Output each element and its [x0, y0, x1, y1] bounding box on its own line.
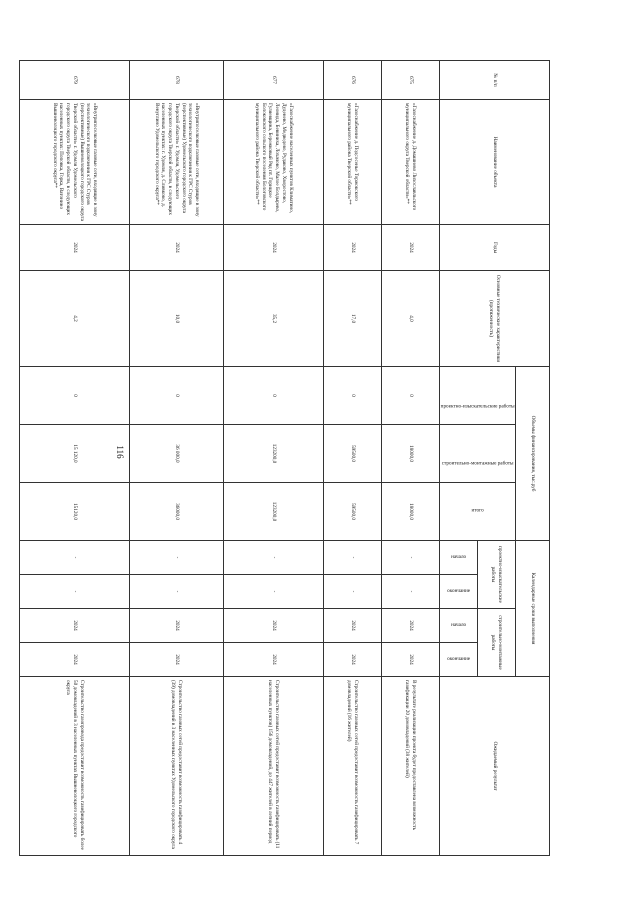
row-characteristics: 35,2: [224, 271, 324, 367]
row-design-start: -: [324, 541, 382, 575]
row-construction-cost: 15 120,0: [20, 425, 130, 483]
row-construction-end: 2024: [130, 643, 224, 677]
row-design-cost: 0: [20, 367, 130, 425]
row-total: 123200,0: [224, 483, 324, 541]
page-number: 116: [115, 445, 125, 459]
header-design-works: проектно-изыскательские работы: [440, 367, 516, 425]
header-num: № п/п: [440, 61, 550, 100]
table-row: [224, 61, 324, 856]
row-design-cost: 0: [324, 367, 382, 425]
row-name: «Газоснабжение д. Подсосенье Торжокского муниципального района Тверской области»**: [324, 100, 382, 225]
row-name: «Газоснабжение д. Домашнево Лихославльского муниципального округа Тверской области»**: [382, 100, 440, 225]
row-num: 676: [324, 61, 382, 100]
row-design-cost: 0: [130, 367, 224, 425]
row-total: 59500,0: [324, 483, 382, 541]
row-design-end: -: [20, 575, 130, 609]
table-row: [382, 61, 440, 856]
row-num: 675: [382, 61, 440, 100]
row-name: «Внутрипоселковые газовые сети, входящие в зону технологического подключения к ГРС Стуров (перспективные) Удомельского городского округа Тверской области» г. Удомля, Удомельского городского округа Тверской области, в следующих населенных пунктах: г. Удомля, д. Сливково, д. Венуглино Удомельского городского округа**: [130, 100, 224, 225]
row-num: 679: [20, 61, 130, 100]
header-schedule-group: Календарные сроки выполнения: [516, 541, 550, 677]
row-result: Строительство газопровода предоставит возможность газифицировать более 50 домовладений в 3 населенных пунктах Вышневолоцкого городского округа: [20, 677, 130, 856]
row-construction-end: 2024: [324, 643, 382, 677]
row-construction-cost: 59500,0: [324, 425, 382, 483]
row-construction-cost: 18000,0: [382, 425, 440, 483]
row-year: 2024: [20, 225, 130, 271]
row-construction-start: 2024: [324, 609, 382, 643]
row-construction-start: 2024: [20, 609, 130, 643]
row-name: «Газоснабжение населенных пунктов Климатино, Дуденево, Медведево, Рудаково, Хворостово, Леонида, Бевиниха, Лохачово, Малое Болдырево, Гуляевщина, Бережковый Ряд пт. Горицкое Болоковского сельского поселения Бологовского муниципального района Тверской области»**: [224, 100, 324, 225]
row-characteristics: 10,0: [130, 271, 224, 367]
row-construction-end: 2024: [20, 643, 130, 677]
row-result: Строительство газовых сетей предоставит возможность газифицировать (11 населенных пунктов) 156 домовладений, до 447 жителей в летний период: [224, 677, 324, 856]
row-construction-cost: 36 000,0: [130, 425, 224, 483]
row-construction-end: 2024: [382, 643, 440, 677]
header-design-end: окончание: [440, 575, 478, 609]
row-num: 677: [224, 61, 324, 100]
row-design-cost: 0: [382, 367, 440, 425]
table-row: [130, 61, 224, 856]
row-design-start: -: [382, 541, 440, 575]
row-total: 36000,0: [130, 483, 224, 541]
row-construction-end: 2024: [224, 643, 324, 677]
row-construction-cost: 123200,0: [224, 425, 324, 483]
row-characteristics: 17,0: [324, 271, 382, 367]
header-construction-works: строительно-монтажные работы: [440, 425, 516, 483]
row-construction-start: 2024: [224, 609, 324, 643]
rotated-page: [51, 60, 550, 855]
row-year: 2024: [224, 225, 324, 271]
row-num: 678: [130, 61, 224, 100]
row-total: 18000,0: [382, 483, 440, 541]
header-year: Годы: [440, 225, 550, 271]
row-year: 2024: [382, 225, 440, 271]
table-row: [20, 61, 130, 856]
header-construction-start: начало: [440, 609, 478, 643]
row-design-cost: 0: [224, 367, 324, 425]
row-design-start: -: [130, 541, 224, 575]
row-design-end: -: [382, 575, 440, 609]
table-row: [324, 61, 382, 856]
header-construction-end: окончание: [440, 643, 478, 677]
header-characteristics: Основные технические характеристики (протяженность): [440, 271, 550, 367]
row-total: 15120,0: [20, 483, 130, 541]
header-total: итого: [440, 483, 516, 541]
header-construction-schedule: строительно-монтажные работы: [478, 609, 516, 677]
row-design-end: -: [130, 575, 224, 609]
row-design-start: -: [20, 541, 130, 575]
row-design-end: -: [224, 575, 324, 609]
row-construction-start: 2024: [382, 609, 440, 643]
row-design-end: -: [324, 575, 382, 609]
objects-table: [19, 60, 550, 856]
row-result: В результате реализации проекта будет предоставлена возможность газификации 20 домовладений (38 жителей): [382, 677, 440, 856]
row-result: Строительство газовых сетей предоставит возможность газифицировать 4 (39) домовладений в 3 населенных пунктах Удомельского городского округа: [130, 677, 224, 856]
row-characteristics: 4,0: [382, 271, 440, 367]
header-design-schedule: проектно-изыскательские работы: [478, 541, 516, 609]
row-year: 2024: [324, 225, 382, 271]
row-construction-start: 2024: [130, 609, 224, 643]
row-characteristics: 4,2: [20, 271, 130, 367]
row-result: Строительство газовых сетей предоставит возможность газифицировать 7 домовладений (16 жителей): [324, 677, 382, 856]
row-year: 2024: [130, 225, 224, 271]
header-design-start: начало: [440, 541, 478, 575]
header-funding-group: Объемы финансирования, тыс.руб: [516, 367, 550, 541]
header-name: Наименование объекта: [440, 100, 550, 225]
row-name: «Внутрипоселковые газовые сети, входящие в зону технологического подключения к ГРС Стуров (перспективные) Вышневолоцкого городского округа Тверской области» г. Удомля Удомельского городского округа Тверской области, в следующих населенных пунктах: Поповка, Горка, Ватонино Вышневолоцкого городского округа**: [20, 100, 130, 225]
header-result: Ожидаемый результат: [440, 677, 550, 856]
row-design-start: -: [224, 541, 324, 575]
